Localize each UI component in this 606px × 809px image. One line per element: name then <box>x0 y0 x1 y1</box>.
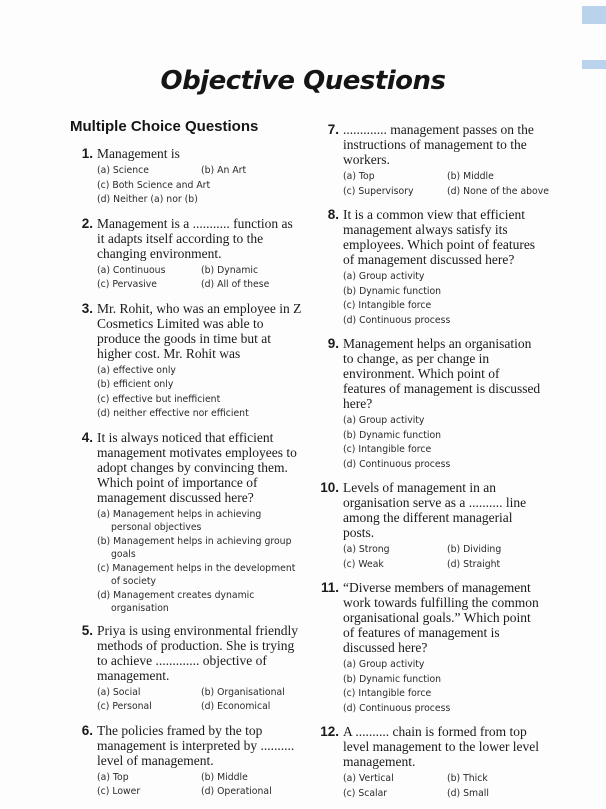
answer-option: (d) Straight <box>447 558 501 570</box>
answer-option: (b) An Art <box>201 165 247 176</box>
answer-option: (a) Social <box>97 686 141 698</box>
answer-option: (a) Management helps in achieving personal objectives <box>97 508 262 533</box>
answer-option: (c) Both Science and Art <box>97 179 211 191</box>
question-number: 7. <box>327 122 339 137</box>
answer-option: (b) Middle <box>201 771 248 783</box>
options-list <box>343 270 544 328</box>
answer-option: (a) Group activity <box>343 415 425 426</box>
answer-option: (c) Intangible force <box>343 300 432 311</box>
question-item <box>316 207 544 328</box>
answer-option: (a) Strong <box>343 544 390 555</box>
question-number: 10. <box>320 480 339 495</box>
question-item <box>316 480 544 572</box>
answer-option: (c) Pervasive <box>97 279 157 290</box>
answer-option: (b) Management helps in achieving group goals <box>97 535 292 560</box>
answer-option: (d) Operational <box>201 786 272 797</box>
answer-option: (b) Organisational <box>201 686 285 698</box>
question-text: A .......... chain is formed from top level management to the lower level management. <box>343 724 540 769</box>
answer-option: (b) Dynamic function <box>343 285 442 297</box>
answer-option: (b) Dynamic function <box>343 429 442 441</box>
question-item <box>70 216 302 293</box>
question-text: “Diverse members of management work towards fulfilling the common organisational goals.” Which point of features of management is discussed here? <box>343 580 539 655</box>
answer-option: (d) neither effective nor efficient <box>97 408 249 419</box>
answer-option: (c) Scalar <box>343 787 388 799</box>
left-column <box>70 118 302 808</box>
section-title: Multiple Choice Questions <box>70 118 259 135</box>
right-column <box>316 122 549 809</box>
right-question-list <box>316 122 549 801</box>
answer-option: (c) Management helps in the development of society <box>97 562 296 587</box>
question-number: 3. <box>81 300 93 316</box>
options-list <box>343 543 544 572</box>
options-list <box>97 364 302 422</box>
question-text: It is always noticed that efficient management motivates employees to adopt changes by convincing them. Which point of importance of management discussed here? <box>97 429 297 505</box>
answer-option: (c) Weak <box>343 558 384 570</box>
question-number: 2. <box>81 215 93 231</box>
options-list <box>97 164 302 208</box>
answer-option: (b) Dynamic <box>201 264 259 276</box>
answer-option: (b) Dividing <box>447 544 502 555</box>
options-list <box>97 264 302 293</box>
question-text: Mr. Rohit, who was an employee in Z Cosmetics Limited was able to produce the goods in time but at higher cost. Mr. Rohit was <box>97 300 302 361</box>
answer-option: (c) Personal <box>97 701 152 712</box>
page-title: Objective Questions <box>160 66 446 96</box>
question-text: Management is a ........... function as it adapts itself according to the changing environment. <box>97 215 293 261</box>
question-text: Levels of management in an organisation serve as a .......... line among the different managerial posts. <box>343 480 527 540</box>
answer-option: (d) Continuous process <box>343 458 451 470</box>
answer-option: (d) Small <box>447 787 489 799</box>
answer-option <box>201 193 302 208</box>
answer-option: (d) Management creates dynamic organisation <box>97 589 255 614</box>
answer-option: (a) Group activity <box>343 271 425 282</box>
options-list <box>97 771 302 800</box>
options-list <box>97 508 302 615</box>
question-number: 9. <box>327 336 339 351</box>
options-list <box>343 414 544 472</box>
answer-option: (d) All of these <box>201 279 270 290</box>
answer-option: (d) Continuous process <box>343 702 451 714</box>
question-item <box>316 580 544 716</box>
question-text: ............. management passes on the instructions of management to the workers. <box>343 122 534 167</box>
question-item <box>70 301 302 422</box>
question-text: Management helps an organisation to change, as per change in environment. Which point of features of management is discussed here? <box>343 336 541 411</box>
options-list <box>343 772 544 801</box>
answer-option: (a) effective only <box>97 364 176 376</box>
question-number: 1. <box>81 146 93 161</box>
question-number: 4. <box>81 429 93 445</box>
answer-option: (d) Economical <box>201 701 271 712</box>
question-number: 11. <box>320 580 339 595</box>
question-item <box>316 122 549 199</box>
answer-option <box>201 179 302 194</box>
answer-option: (b) Dynamic function <box>343 673 442 685</box>
question-item <box>70 146 302 208</box>
answer-option: (b) efficient only <box>97 379 174 390</box>
question-number: 5. <box>81 622 93 638</box>
question-item <box>70 430 302 615</box>
answer-option: (a) Science <box>97 165 149 176</box>
question-item <box>70 623 302 715</box>
question-number: 8. <box>327 207 339 222</box>
question-item <box>70 723 302 800</box>
answer-option: (c) Supervisory <box>343 185 414 197</box>
answer-option: (a) Continuous <box>97 264 166 276</box>
answer-option: (a) Vertical <box>343 773 394 784</box>
question-number: 6. <box>81 722 93 738</box>
question-number: 12. <box>320 724 339 739</box>
answer-option: (a) Top <box>343 171 375 182</box>
options-list <box>343 170 549 199</box>
question-text: Priya is using environmental friendly methods of production. She is trying to achieve ............. objective of management. <box>97 622 298 683</box>
answer-option: (c) Intangible force <box>343 688 432 699</box>
question-text: It is a common view that efficient management always satisfy its employees. Which point of features of management discussed here? <box>343 207 536 267</box>
question-item <box>316 724 544 801</box>
question-text: Management is <box>97 146 180 161</box>
answer-option: (b) Middle <box>447 171 494 182</box>
answer-option: (c) Intangible force <box>343 444 432 455</box>
answer-option: (c) effective but inefficient <box>97 393 221 405</box>
answer-option: (b) Thick <box>447 773 488 784</box>
answer-option: (c) Lower <box>97 786 141 797</box>
answer-option: (d) Neither (a) nor (b) <box>97 194 198 205</box>
answer-option: (d) None of the above <box>447 185 549 197</box>
left-question-list <box>70 146 302 800</box>
answer-option: (d) Continuous process <box>343 314 451 326</box>
options-list <box>343 658 544 716</box>
answer-option: (a) Group activity <box>343 659 425 670</box>
question-text: The policies framed by the top management is interpreted by .......... level of management. <box>97 722 295 768</box>
page-edge-tab-top <box>582 6 606 24</box>
options-list <box>97 686 302 715</box>
answer-option: (a) Top <box>97 771 129 783</box>
question-item <box>316 336 544 472</box>
